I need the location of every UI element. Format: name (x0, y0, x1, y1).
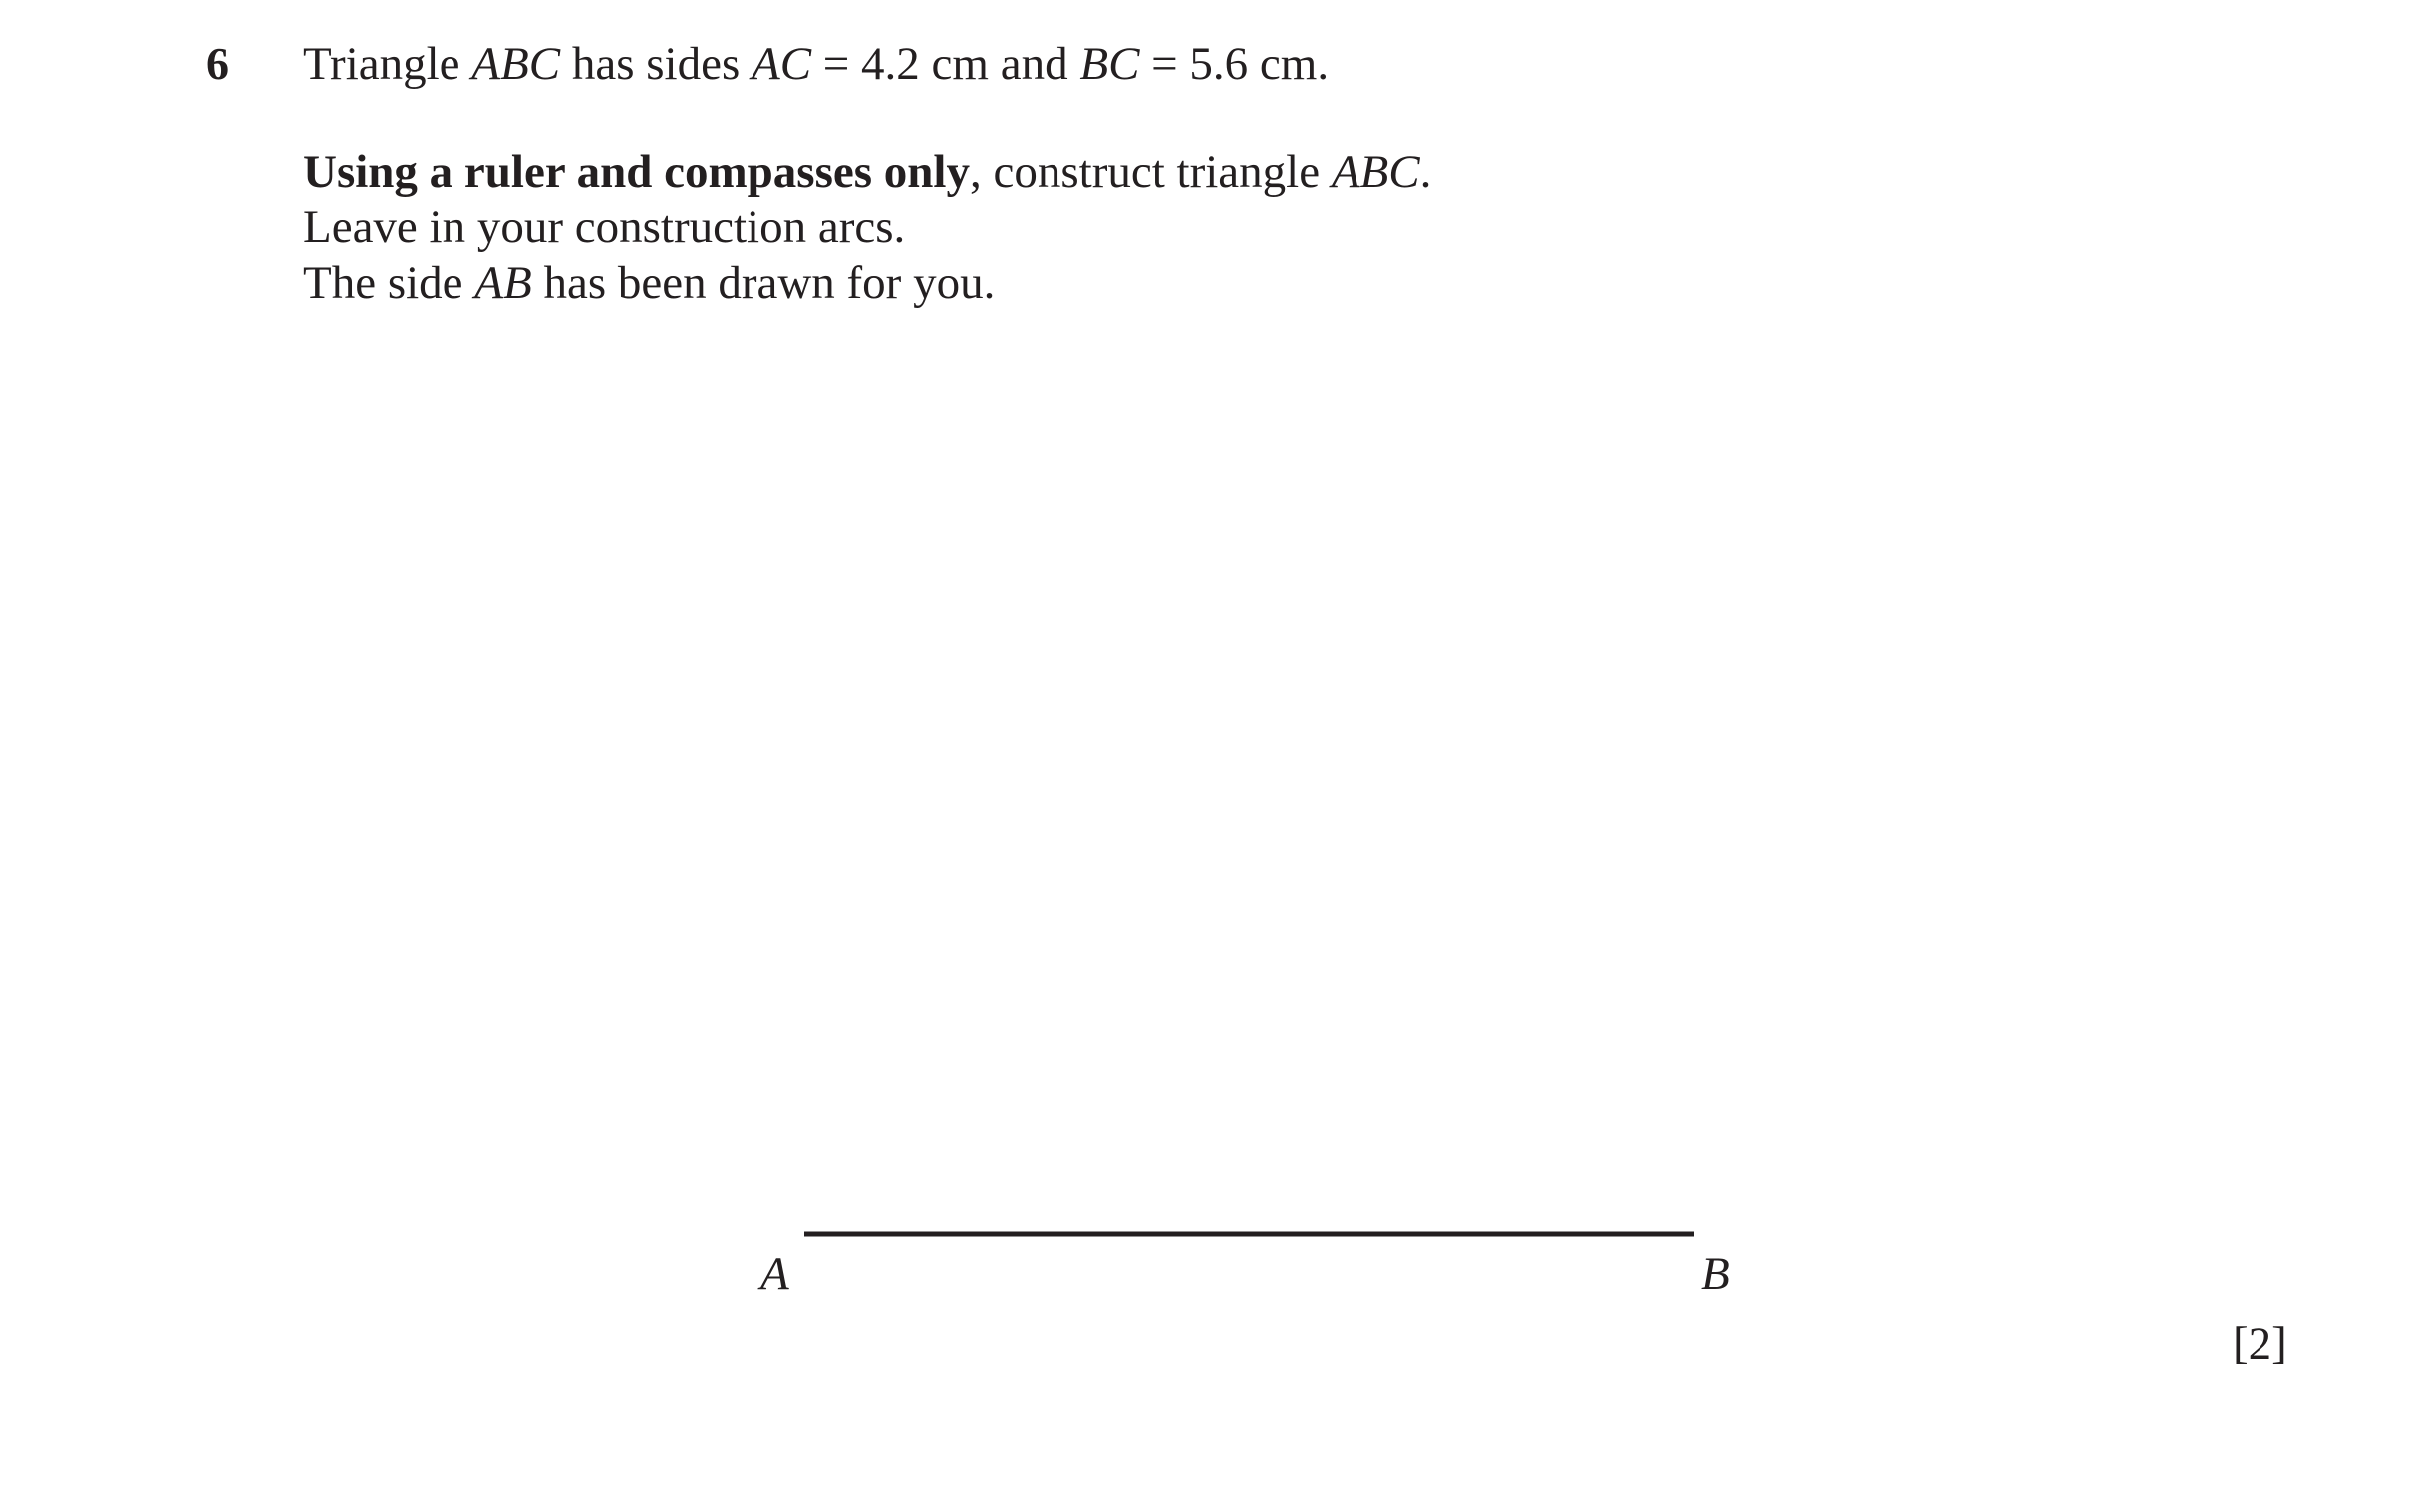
instruction-bold: Using a ruler and compasses only (303, 147, 970, 198)
point-a-label: A (760, 1248, 789, 1300)
triangle-name: ABC (471, 38, 561, 90)
instruction-text: , construct triangle (969, 147, 1332, 198)
instruction-arcs: Leave in your construction arcs. (303, 201, 906, 253)
side-ac-length: = 4.2 cm (811, 38, 1001, 90)
instruction-period: . (1419, 147, 1432, 198)
point-b-label: B (1701, 1248, 1730, 1300)
question-number: 6 (206, 38, 229, 89)
side-bc-length: = 5.6 cm. (1139, 38, 1330, 90)
marks-allocation: [2] (2233, 1318, 2287, 1369)
side-ab-name: AB (474, 257, 532, 309)
stem-text-2: has sides (560, 38, 752, 90)
side-bc-name: BC (1079, 38, 1140, 90)
side-ac-name: AC (751, 38, 812, 90)
instruction-triangle-name: ABC (1331, 147, 1420, 198)
stem-text-and: and (1000, 38, 1080, 90)
side-text-1: The side (303, 257, 475, 309)
stem-text-1: Triangle (303, 38, 472, 90)
side-text-2: has been drawn for you. (531, 257, 996, 309)
